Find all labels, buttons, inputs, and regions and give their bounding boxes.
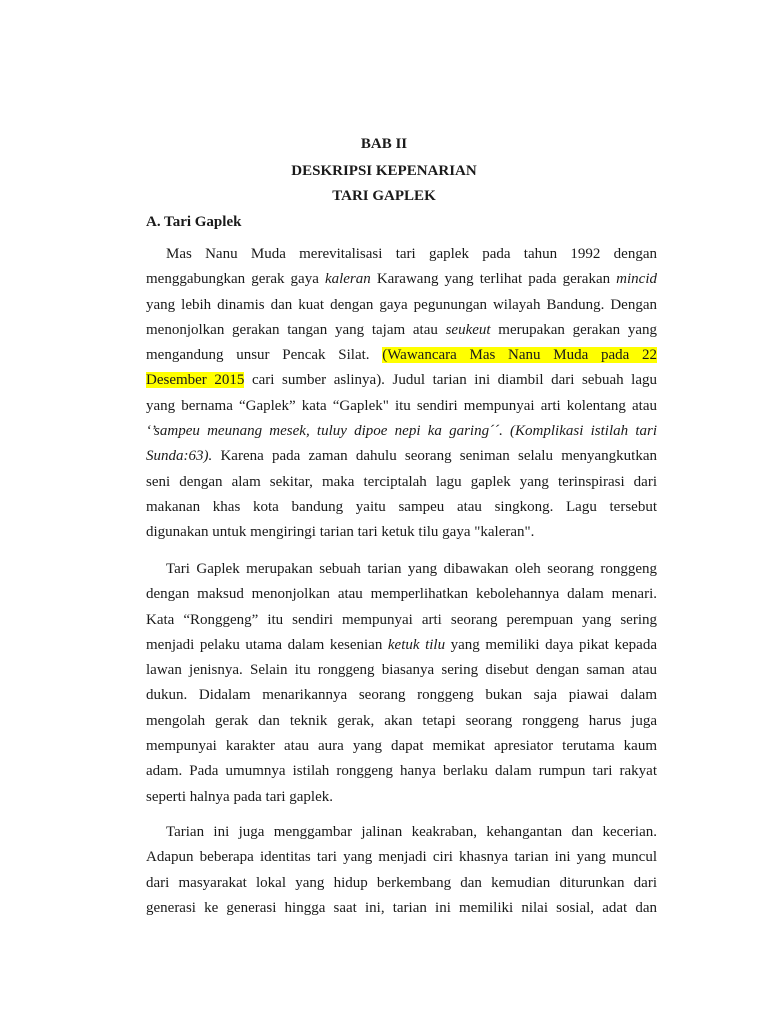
- paragraph-line: makanan khas kota bandung yaitu sampeu atau singkong. Lagu tersebut: [146, 498, 657, 515]
- paragraph-line: lawan jenisnya. Selain itu ronggeng biasanya sering disebut dengan saman atau: [146, 662, 657, 679]
- text-run: Karena pada zaman dahulu seorang seniman selalu menyangkutkan: [212, 448, 657, 465]
- chapter-subtitle: TARI GAPLEK: [332, 188, 436, 204]
- highlighted-citation: Desember 2015: [146, 372, 245, 389]
- italic-term: mincid: [616, 271, 657, 288]
- text-run: Karawang yang terlihat pada gerakan: [370, 271, 617, 288]
- italic-citation: Sunda:63).: [146, 448, 213, 465]
- paragraph-line: Tari Gaplek merupakan sebuah tarian yang dibawakan oleh seorang ronggeng: [166, 561, 657, 577]
- text-run: mengandung unsur Pencak Silat.: [146, 347, 383, 364]
- italic-term: seukeut: [445, 321, 491, 338]
- chapter-number: BAB II: [360, 136, 408, 152]
- paragraph-line: mengolah gerak dan teknik gerak, akan tetapi seorang ronggeng harus juga: [146, 712, 657, 729]
- chapter-title: DESKRIPSI KEPENARIAN: [291, 163, 477, 179]
- paragraph-line: adam. Pada umumnya istilah ronggeng hanya berlaku dalam rumpun tari rakyat: [146, 763, 657, 780]
- paragraph-line: generasi ke generasi hingga saat ini, tarian ini memiliki nilai sosial, adat dan: [146, 899, 657, 916]
- paragraph-line: dari masyarakat lokal yang hidup berkembang dan kemudian diturunkan dari: [146, 874, 657, 891]
- paragraph-line: [146, 318, 657, 343]
- text-run: cari sumber aslinya). Judul tarian ini diambil dari sebuah lagu: [244, 372, 657, 389]
- paragraph-2: [146, 557, 657, 810]
- italic-term: ketuk tilu: [387, 636, 446, 653]
- paragraph-line: [146, 267, 657, 292]
- italic-term: kaleran: [324, 271, 371, 288]
- text-run: menjadi pelaku utama dalam kesenian: [146, 636, 388, 653]
- paragraph-line: [146, 444, 657, 469]
- paragraph-line: dukun. Didalam menarikannya seorang ronggeng bukan saja piawai dalam: [146, 687, 657, 704]
- paragraph-line: Mas Nanu Muda merevitalisasi tari gaplek pada tahun 1992 dengan: [166, 246, 657, 262]
- paragraph-line: [146, 343, 657, 368]
- text-run: menonjolkan gerakan tangan yang tajam atau: [146, 321, 446, 338]
- paragraph-1: [146, 242, 657, 546]
- paragraph-line: yang bernama “Gaplek” kata “Gaplek" itu sendiri mempunyai arti kolentang atau: [146, 397, 657, 414]
- paragraph-line: Adapun beberapa identitas tari yang menjadi ciri khasnya tarian ini yang muncul: [146, 849, 657, 866]
- paragraph-line: yang lebih dinamis dan kuat dengan gaya pegunungan wilayah Bandung. Dengan: [146, 296, 657, 313]
- text-run: menggabungkan gerak gaya: [146, 271, 325, 288]
- paragraph-line: dengan maksud menonjolkan atau memperlihatkan kebolehannya dalam menari.: [146, 586, 657, 603]
- paragraph-line: seperti halnya pada tari gaplek.: [146, 788, 334, 805]
- text-run: merupakan gerakan yang: [490, 321, 657, 338]
- paragraph-3: [146, 820, 657, 921]
- paragraph-line: [146, 419, 657, 444]
- paragraph-line: Tarian ini juga menggambar jalinan keakraban, kehangantan dan kecerian.: [166, 824, 657, 840]
- italic-quote: ‘’sampeu meunang mesek, tuluy dipoe nepi ka garing´´. (Komplikasi istilah tari: [146, 423, 657, 440]
- paragraph-line: [146, 633, 657, 658]
- paragraph-line: digunakan untuk mengiringi tarian tari ketuk tilu gaya "kaleran".: [146, 524, 535, 541]
- section-heading: A. Tari Gaplek: [146, 214, 242, 230]
- paragraph-line: [146, 368, 657, 393]
- paragraph-line: Kata “Ronggeng” itu sendiri mempunyai arti seorang perempuan yang sering: [146, 611, 657, 628]
- paragraph-line: seni dengan alam sekitar, maka terciptalah lagu gaplek yang terinspirasi dari: [146, 473, 657, 490]
- text-run: yang memiliki daya pikat kepada: [445, 636, 657, 653]
- paragraph-line: mempunyai karakter atau aura yang dapat memikat apresiator terutama kaum: [146, 738, 657, 755]
- highlighted-citation: (Wawancara Mas Nanu Muda pada 22: [382, 347, 657, 364]
